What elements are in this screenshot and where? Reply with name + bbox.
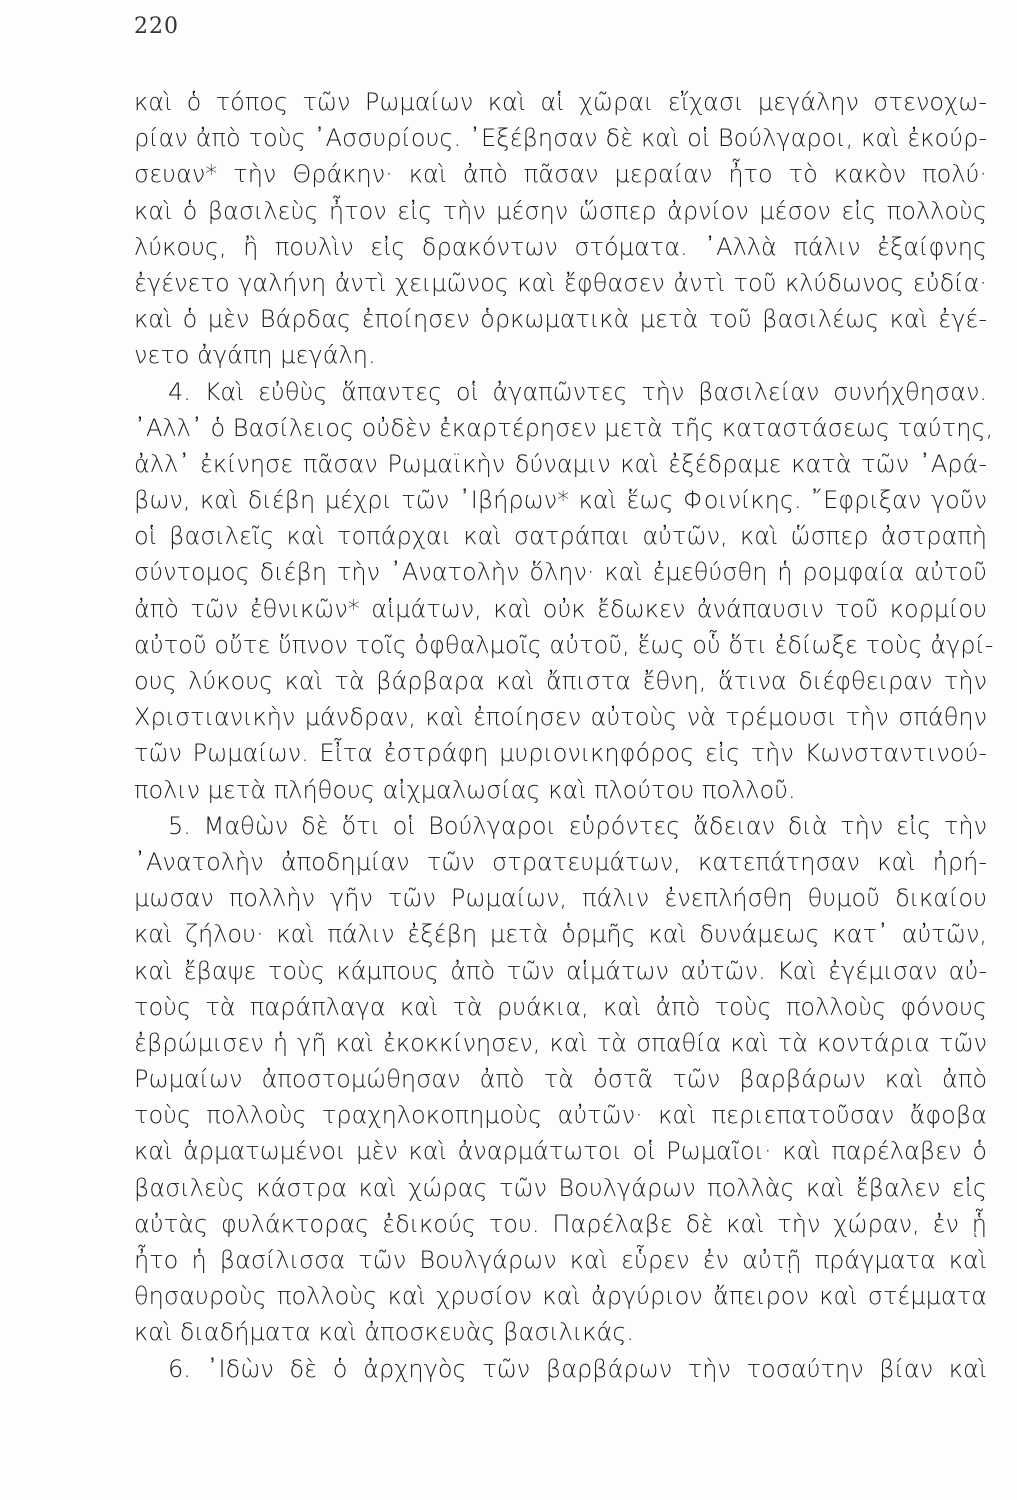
text-line: ᾿Αλλ᾿ ὁ Βασίλειος οὐδὲν ἐκαρτέρησεν μετὰ τῆς καταστάσεως ταύτης, xyxy=(134,413,994,442)
text-line: σύντομος διέβη τὴν ᾿Ανατολὴν ὅλην· καὶ ἐμεθύσθη ἡ ρομφαία αὐτοῦ xyxy=(134,558,987,587)
text-line: τῶν Ρωμαίων. Εἶτα ἐστράφη μυριονικηφόρος εἰς τὴν Κωνσταντινού- xyxy=(134,739,987,768)
text-line: μωσαν πολλὴν γῆν τῶν Ρωμαίων, πάλιν ἐνεπλήσθη θυμοῦ δικαίου xyxy=(134,884,987,913)
text-line: ους λύκους καὶ τὰ βάρβαρα καὶ ἄπιστα ἔθνη, ἅτινα διέφθειραν τὴν xyxy=(134,667,987,695)
text-line: ρίαν ἀπὸ τοὺς ᾿Ασσυρίους. ᾿Εξέβησαν δὲ καὶ οἱ Βούλγαροι, καὶ ἐκούρ- xyxy=(134,124,987,153)
text-line: σευαν* τὴν Θράκην· καὶ ἀπὸ πᾶσαν μεραίαν ἦτο τὸ κακὸν πολύ· xyxy=(134,160,987,189)
text-line: βασιλεὺς κάστρα καὶ χώρας τῶν Βουλγάρων πολλὰς καὶ ἔβαλεν εἰς xyxy=(134,1173,987,1202)
paragraph-6-start: 6. ᾿Ιδὼν δὲ ὁ ἀρχηγὸς τῶν βαρβάρων τὴν τοσαύτην βίαν καὶ xyxy=(168,1354,987,1383)
paragraph-5-start: 5. Μαθὼν δὲ ὅτι οἱ Βούλγαροι εὑρόντες ἄδειαν διὰ τὴν εἰς τὴν xyxy=(168,811,987,840)
text-line: καὶ διαδήματα καὶ ἀποσκευὰς βασιλικάς. xyxy=(134,1318,635,1347)
text-line: καὶ ὁ τόπος τῶν Ρωμαίων καὶ αἱ χῶραι εἴχασι μεγάλην στενοχω- xyxy=(134,88,987,116)
text-line: πολιν μετὰ πλήθους αἰχμαλωσίας καὶ πλούτου πολλοῦ. xyxy=(134,775,796,804)
text-line: αὐτοῦ οὔτε ὕπνον τοῖς ὀφθαλμοῖς αὐτοῦ, ἕως οὗ ὅτι ἐδίωξε τοὺς ἀγρί- xyxy=(134,630,994,659)
page-number: 220 xyxy=(134,14,179,39)
text-line: οἱ βασιλεῖς καὶ τοπάρχαι καὶ σατράπαι αὐτῶν, καὶ ὥσπερ ἀστραπὴ xyxy=(134,522,987,551)
text-line: λύκους, ἢ πουλὶν εἰς δρακόντων στόματα. ᾿Αλλὰ πάλιν ἐξαίφνης xyxy=(134,232,987,261)
text-line: ἀπὸ τῶν ἐθνικῶν* αἱμάτων, καὶ οὐκ ἔδωκεν ἀνάπαυσιν τοῦ κορμίου xyxy=(134,594,987,623)
text-line: καὶ ἁρματωμένοι μὲν καὶ ἀναρμάτωτοι οἱ Ρωμαῖοι· καὶ παρέλαβεν ὁ xyxy=(134,1137,987,1166)
text-line: καὶ ζήλου· καὶ πάλιν ἐξέβη μετὰ ὁρμῆς καὶ δυνάμεως κατ᾿ αὐτῶν, xyxy=(134,920,987,949)
text-line: καὶ ἔβαψε τοὺς κάμπους ἀπὸ τῶν αἱμάτων αὐτῶν. Καὶ ἐγέμισαν αὐ- xyxy=(134,956,987,985)
text-line: βων, καὶ διέβη μέχρι τῶν ᾿Ιβήρων* καὶ ἕως Φοινίκης. ῎Εφριξαν γοῦν xyxy=(134,486,987,515)
text-line: νετο ἀγάπη μεγάλη. xyxy=(134,341,376,370)
text-line: θησαυροὺς πολλοὺς καὶ χρυσίον καὶ ἀργύριον ἄπειρον καὶ στέμματα xyxy=(134,1282,987,1311)
text-line: ᾿Ανατολὴν ἀποδημίαν τῶν στρατευμάτων, κατεπάτησαν καὶ ἠρή- xyxy=(134,847,987,876)
text-line: αὐτὰς φυλάκτορας ἐδικούς του. Παρέλαβε δὲ καὶ τὴν χώραν, ἐν ᾗ xyxy=(134,1209,987,1238)
text-line: καὶ ὁ μὲν Βάρδας ἐποίησεν ὁρκωματικὰ μετὰ τοῦ βασιλέως καὶ ἐγέ- xyxy=(134,305,987,334)
text-line: ἐγένετο γαλήνη ἀντὶ χειμῶνος καὶ ἔφθασεν ἀντὶ τοῦ κλύδωνος εὐδία· xyxy=(134,268,987,297)
text-line: ἐβρώμισεν ἡ γῆ καὶ ἐκοκκίνησεν, καὶ τὰ σπαθία καὶ τὰ κοντάρια τῶν xyxy=(134,1028,987,1057)
text-line: ἦτο ἡ βασίλισσα τῶν Βουλγάρων καὶ εὗρεν ἐν αὐτῇ πράγματα καὶ xyxy=(134,1246,987,1274)
text-line: καὶ ὁ βασιλεὺς ἦτον εἰς τὴν μέσην ὥσπερ ἀρνίον μέσον εἰς πολλοὺς xyxy=(134,196,987,225)
paragraph-4-start: 4. Καὶ εὐθὺς ἅπαντες οἱ ἀγαπῶντες τὴν βασιλείαν συνήχθησαν. xyxy=(168,377,987,406)
body-text xyxy=(134,84,994,1387)
text-line: τοὺς τὰ παράπλαγα καὶ τὰ ρυάκια, καὶ ἀπὸ τοὺς πολλοὺς φόνους xyxy=(134,992,987,1021)
text-line: Χριστιανικὴν μάνδραν, καὶ ἐποίησεν αὐτοὺς νὰ τρέμουσι τὴν σπάθην xyxy=(134,703,987,732)
text-line: Ρωμαίων ἀποστομώθησαν ἀπὸ τὰ ὀστᾶ τῶν βαρβάρων καὶ ἀπὸ xyxy=(134,1065,987,1094)
text-line: ἀλλ᾿ ἐκίνησε πᾶσαν Ρωμαϊκὴν δύναμιν καὶ ἐξέδραμε κατὰ τῶν ᾿Αρά- xyxy=(134,449,987,478)
text-line: τοὺς πολλοὺς τραχηλοκοπημοὺς αὐτῶν· καὶ περιεπατοῦσαν ἄφοβα xyxy=(134,1101,987,1130)
